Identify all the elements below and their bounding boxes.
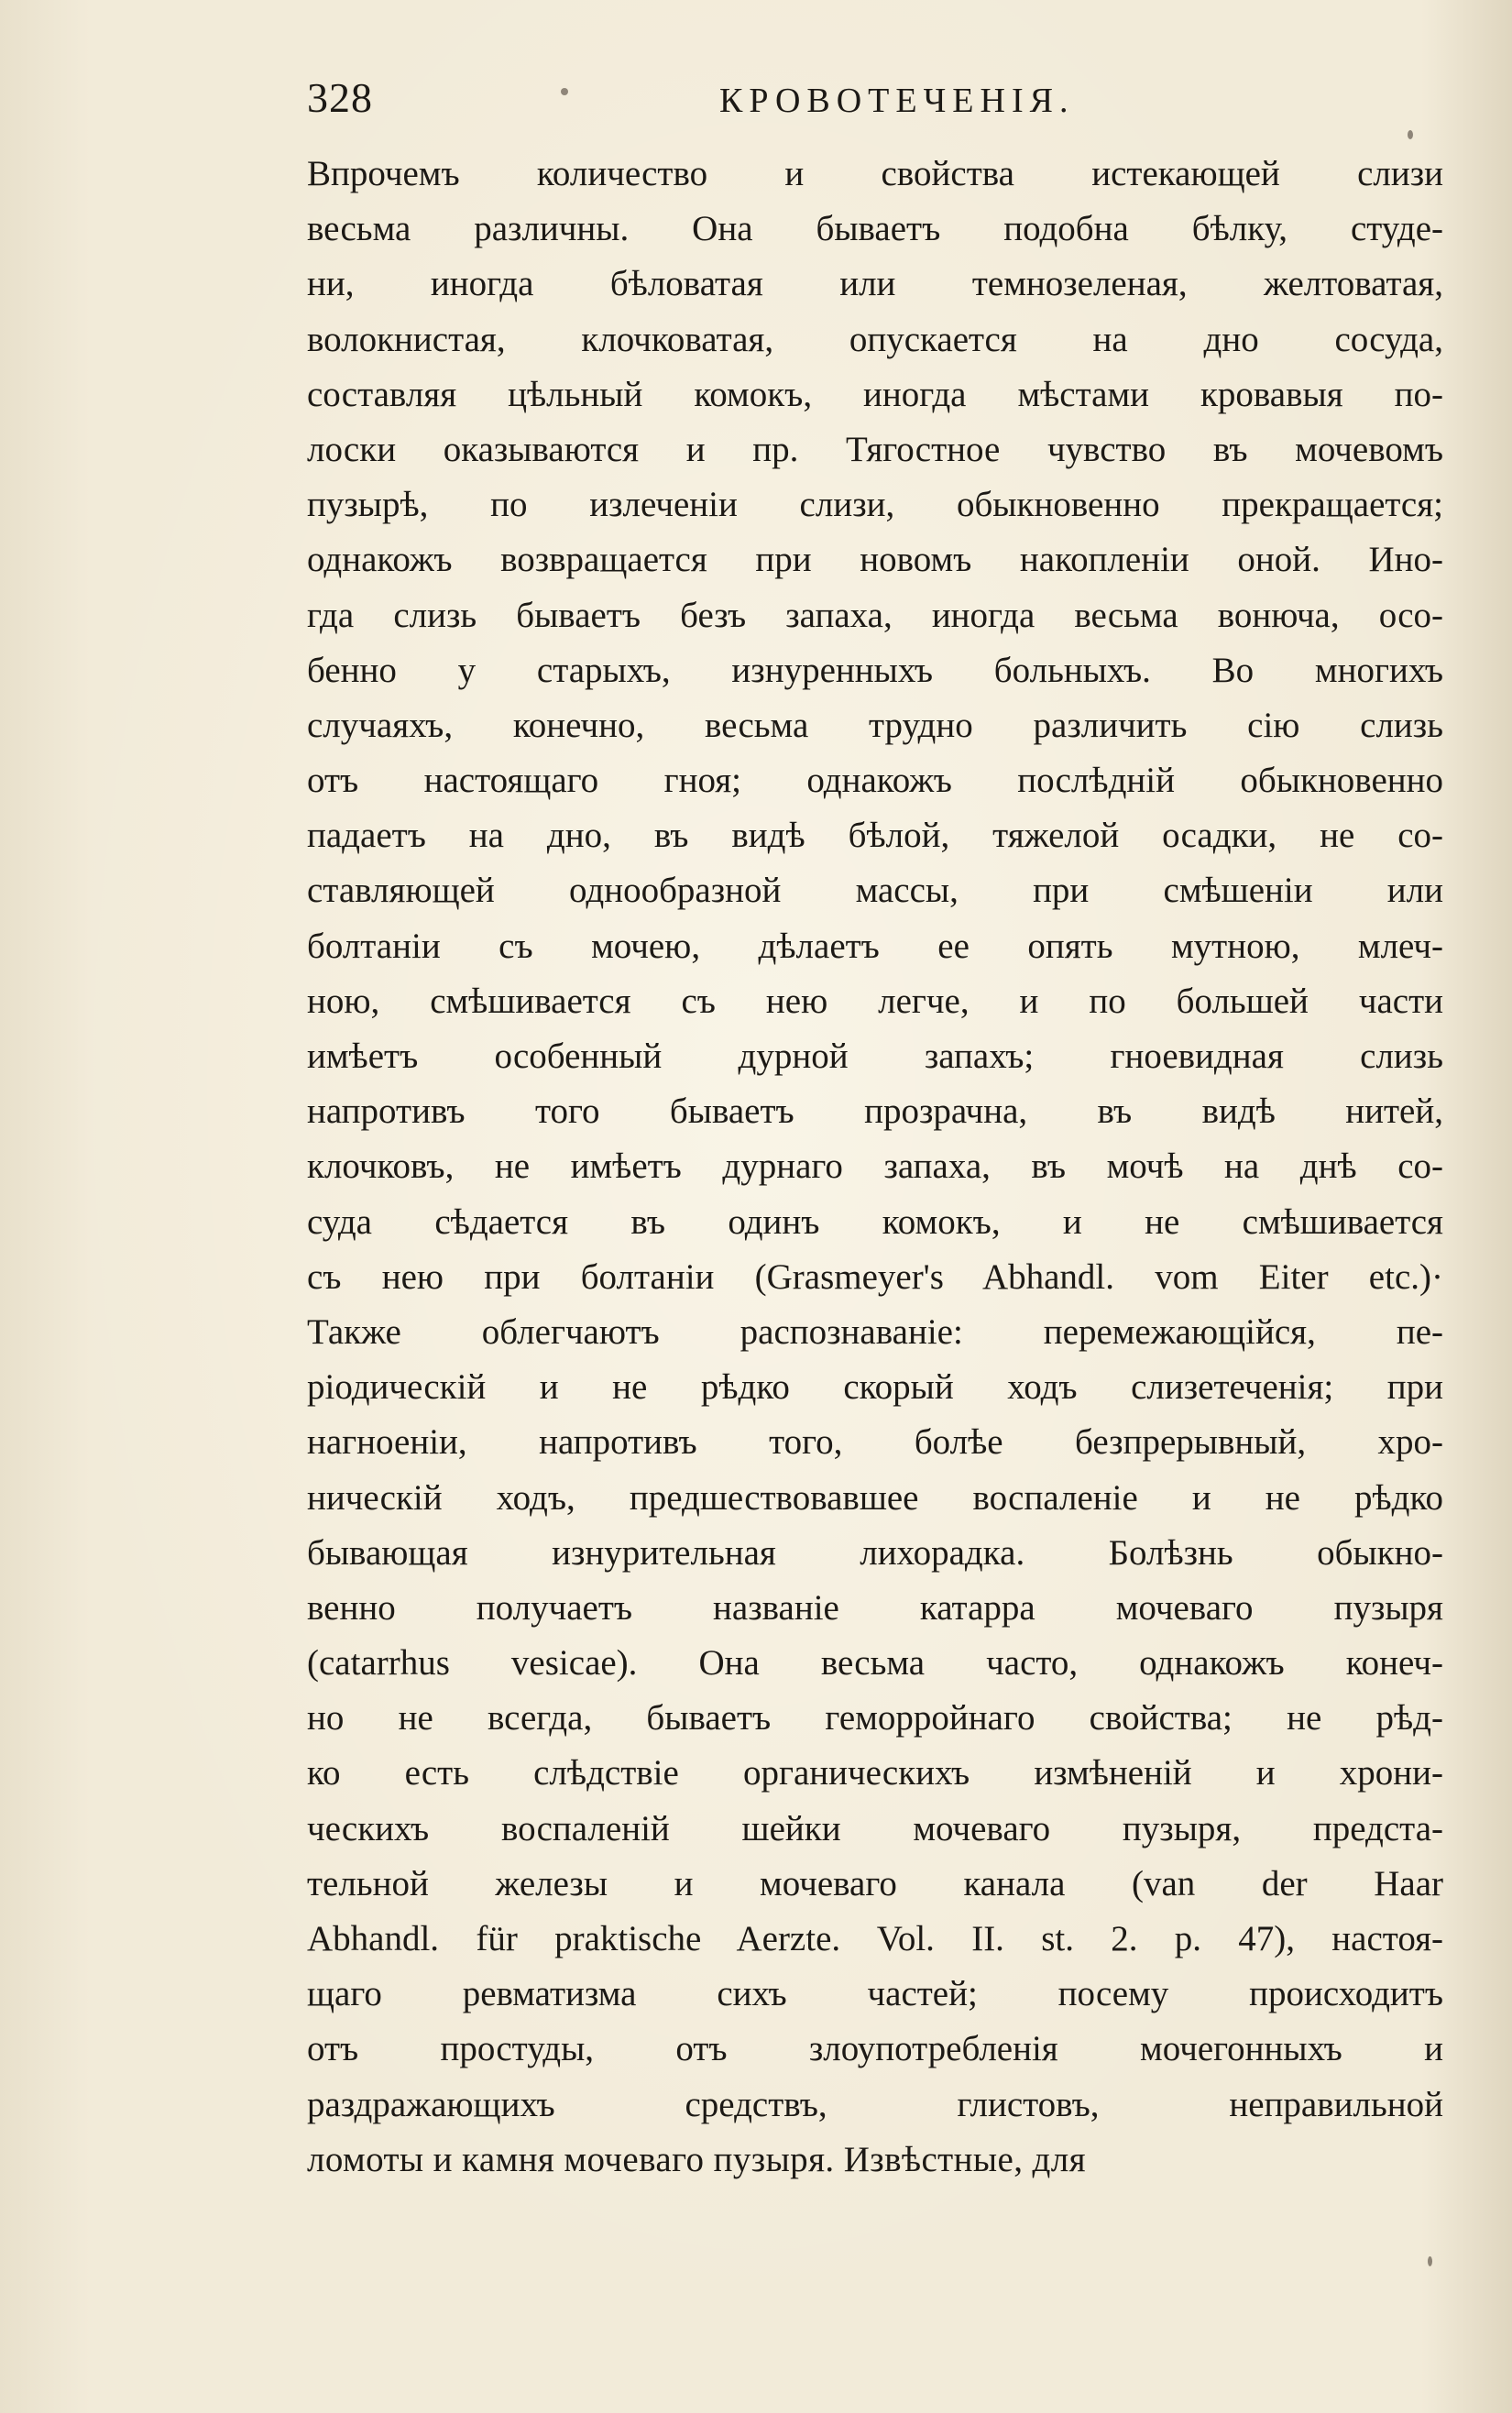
text-line: ріодическій и не рѣдко скорый ходъ слизетеченія; при [307,1367,1443,1408]
text-line: ническій ходъ, предшествовавшее воспаленіе и не рѣдко [307,1477,1443,1518]
text-line: однакожъ возвращается при новомъ накопленіи оной. Ино- [307,540,1443,580]
text-line: Abhandl. für praktische Aerzte. Vol. II. st. 2. p. 47), настоя- [307,1919,1443,1958]
body-text [307,147,1443,2188]
text-line: тельной железы и мочеваго канала (van der Haar [307,1863,1443,1903]
text-line: случаяхъ, конечно, весьма трудно различить сію слизь [307,705,1443,745]
text-line: Также облегчаютъ распознаваніе: перемежающійся, пе- [307,1311,1443,1352]
text-line: венно получаетъ названіе катарра мочеваго пузыря [307,1587,1443,1628]
text-line: ко есть слѣдствіе органическихъ измѣненій и хрони- [307,1753,1443,1793]
text-line: отъ простуды, отъ злоупотребленія мочегонныхъ и [307,2029,1443,2069]
text-line: гда слизь бываетъ безъ запаха, иногда весьма вонюча, осо- [307,595,1443,635]
text-line: бенно у старыхъ, изнуренныхъ больныхъ. Во многихъ [307,650,1443,690]
text-line: ни, иногда бѣловатая или темнозеленая, желтоватая, [307,264,1443,304]
text-line: ставляющей однообразной массы, при смѣшеніи или [307,871,1443,911]
text-line: раздражающихъ средствъ, глистовъ, неправильной [307,2084,1443,2124]
page-number: 328 [307,74,373,121]
text-line: составляя цѣльный комокъ, иногда мѣстами кровавыя по- [307,374,1443,414]
page-header [307,73,1425,137]
text-line: бывающая изнурительная лихорадка. Болѣзнь обыкно- [307,1532,1443,1573]
text-line: съ нею при болтаніи (Grasmeyer's Abhandl. vom Eiter etc.)· [307,1256,1443,1297]
text-line: лоски оказываются и пр. Тягостное чувство въ мочевомъ [307,429,1443,469]
text-line: (catarrhus vesicae). Она весьма часто, однакожъ конеч- [307,1643,1443,1684]
text-line: суда сѣдается въ одинъ комокъ, и не смѣшивается [307,1201,1443,1242]
text-line: ною, смѣшивается съ нею легче, и по большей части [307,981,1443,1021]
text-line: весьма различны. Она бываетъ подобна бѣлку, студе- [307,209,1443,249]
print-speck [561,88,568,95]
text-line: нагноеніи, напротивъ того, болѣе безпрерывный, хро- [307,1422,1443,1463]
text-line: клочковъ, не имѣетъ дурнаго запаха, въ мочѣ на днѣ со- [307,1146,1443,1187]
text-line: напротивъ того бываетъ прозрачна, въ видѣ нитей, [307,1091,1443,1132]
text-line: ломоты и камня мочеваго пузыря. Извѣстные, для [307,2139,1086,2179]
running-head: КРОВОТЕЧЕНІЯ. [719,82,1075,120]
text-line: щаго ревматизма сихъ частей; посему происходитъ [307,1974,1443,2014]
text-line: ческихъ воспаленій шейки мочеваго пузыря, предста- [307,1808,1443,1848]
text-line: пузырѣ, по излеченіи слизи, обыкновенно прекращается; [307,485,1443,525]
text-line: падаетъ на дно, въ видѣ бѣлой, тяжелой осадки, не со- [307,816,1443,856]
print-speck [1408,130,1413,139]
text-line: имѣетъ особенный дурной запахъ; гноевидная слизь [307,1036,1443,1076]
text-line: Впрочемъ количество и свойства истекающей слизи [307,154,1443,193]
text-line: волокнистая, клочковатая, опускается на дно сосуда, [307,319,1443,359]
text-line: отъ настоящаго гноя; однакожъ послѣдній обыкновенно [307,761,1443,801]
text-line: болтаніи съ мочею, дѣлаетъ ее опять мутною, млеч- [307,926,1443,966]
print-speck [1428,2256,1432,2266]
text-line: но не всегда, бываетъ геморройнаго свойства; не рѣд- [307,1698,1443,1738]
